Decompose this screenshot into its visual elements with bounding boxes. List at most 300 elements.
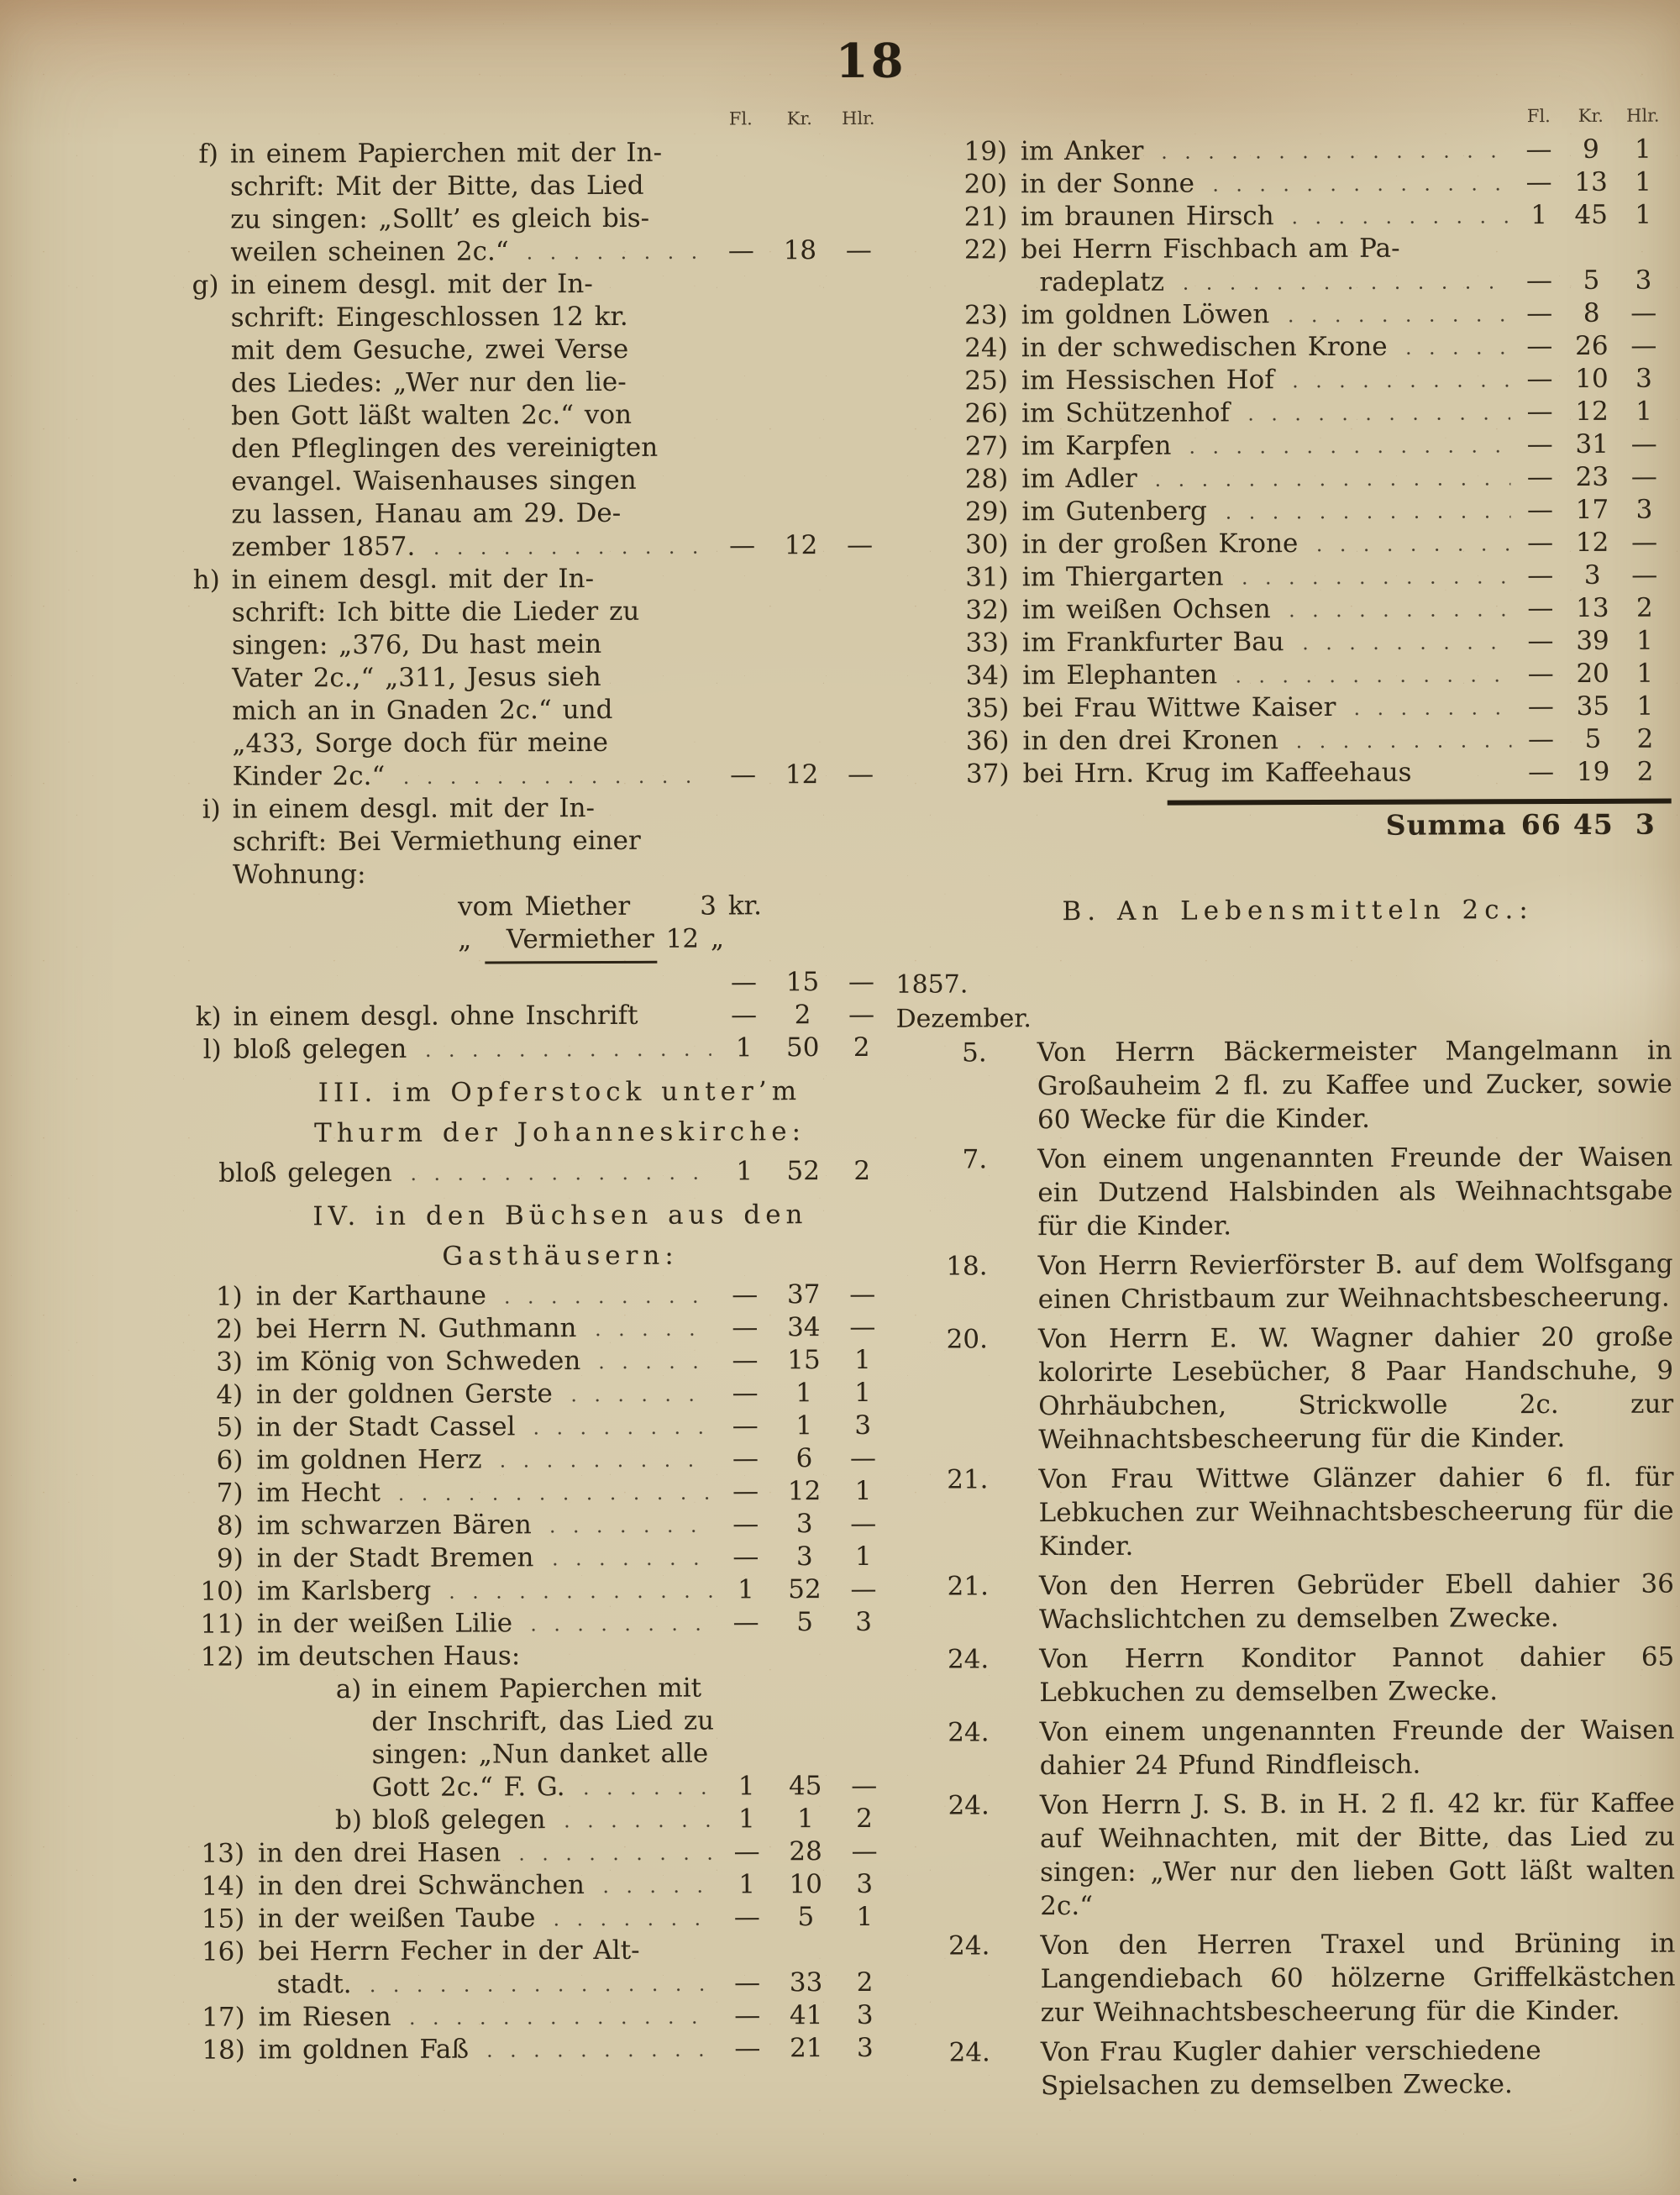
value-fl: — (1526, 396, 1553, 428)
value-kr: 1 (795, 1378, 813, 1409)
dot-leader (535, 1516, 713, 1542)
ledger-row (157, 1311, 892, 1347)
ledger-row (923, 723, 1671, 759)
value-fl: 1 (738, 1869, 756, 1900)
row-marker: 32) (965, 595, 1009, 626)
value-kr: 13 (1576, 592, 1609, 623)
dot-leader (1147, 141, 1509, 168)
row-value-line (233, 759, 890, 794)
row-last-text: im Thiergarten (1021, 561, 1224, 593)
row-last-text: im Elephanten (1022, 659, 1218, 691)
ledger-row (158, 1606, 893, 1641)
ledger-row (923, 625, 1671, 660)
row-marker: g) (192, 270, 219, 301)
row-marker: 5) (216, 1412, 244, 1443)
row-text (1022, 592, 1671, 628)
value-kr: 12 (1575, 396, 1609, 427)
value-fl: — (733, 1836, 760, 1867)
row-text (1021, 199, 1669, 234)
value-kr: 39 (1576, 625, 1609, 656)
row-text (371, 1672, 894, 1804)
ledger-row (923, 559, 1671, 595)
row-marker: 27) (964, 431, 1009, 462)
donation-entry (927, 1567, 1674, 1637)
ledger-row (157, 1377, 892, 1412)
row-body-text: in einem desgl. mit der In- schrift: Eingeschlossen 12 kr. mit dem Gesuche, zwei Verse des Liedes: „Wer nur den lie- ben Gott läßt walten 2c.“ von den Pfleglingen des vereinigten evangel. Waisenhauses singen zu lassen, Hanau am 29. De- (230, 269, 659, 530)
row-text (1021, 297, 1670, 333)
row-text (258, 1868, 894, 1904)
row-value-line (1021, 363, 1670, 398)
row-text (1021, 461, 1670, 496)
donation-entry (927, 1641, 1674, 1710)
row-value-line (1022, 625, 1671, 660)
value-fl: — (1527, 659, 1554, 690)
donation-entry (926, 1247, 1673, 1317)
row-value-line (1021, 494, 1670, 529)
value-hlr: — (1630, 428, 1657, 459)
donation-date: 24. (948, 1790, 990, 1821)
value-hlr: 2 (1635, 592, 1653, 623)
dot-leader (434, 1582, 713, 1608)
section-heading (156, 1195, 891, 1278)
ledger-row (158, 1508, 893, 1543)
value-hlr: 1 (854, 1377, 872, 1408)
ledger-row (155, 791, 891, 1001)
ledger-row (157, 1442, 892, 1478)
row-marker: 30) (965, 529, 1009, 560)
donation-text: Von Herrn Bäckermeister Mangelmann in Großauheim 2 fl. zu Kaffee und Zucker, sowie 60 Wecke für die Kinder. (1037, 1035, 1672, 1136)
row-value-line (257, 1541, 893, 1576)
row-text (257, 1541, 893, 1576)
value-kr: 1 (795, 1410, 813, 1441)
row-value-line (234, 999, 891, 1034)
value-fl: — (732, 1345, 759, 1376)
row-marker: i) (202, 794, 221, 825)
row-last-text: im schwarzen Bären (256, 1510, 532, 1541)
dot-leader (504, 1844, 714, 1870)
value-kr: 34 (787, 1312, 821, 1343)
value-hlr: 1 (1635, 166, 1652, 197)
row-text (1021, 428, 1670, 464)
value-hlr: 3 (1635, 494, 1653, 525)
ledger-row (153, 136, 889, 270)
value-kr: 3 (795, 1509, 813, 1540)
row-last-text: radeplatz (1039, 266, 1165, 298)
donation-date: 18. (946, 1251, 988, 1282)
dot-leader (1221, 665, 1511, 691)
row-last-text: im König von Schweden (255, 1346, 581, 1378)
date-intro (895, 965, 1672, 1037)
row-last-text: weilen scheinen 2c.“ (230, 236, 509, 268)
value-hlr: — (848, 966, 874, 997)
row-text (257, 1573, 893, 1609)
row-last-text: Kinder 2c.“ (232, 760, 386, 792)
value-fl: — (1528, 757, 1555, 788)
value-hlr: 2 (853, 1155, 871, 1186)
row-last-text: im goldnen Löwen (1021, 299, 1270, 331)
value-hlr: 3 (856, 1999, 874, 2030)
row-last-text: Gott 2c.“ F. G. (371, 1772, 565, 1803)
value-hlr: 3 (855, 1606, 873, 1637)
dot-leader (518, 1418, 712, 1444)
row-text (256, 1475, 892, 1510)
row-last-text: bei Hrn. Krug im Kaffeehaus (1022, 757, 1412, 790)
row-text (256, 1377, 892, 1412)
dot-leader (580, 1320, 711, 1346)
section-heading-line: Thurm der Johanneskirche: (314, 1116, 806, 1149)
value-kr: 31 (1575, 428, 1609, 459)
donation-date: 7. (962, 1144, 988, 1175)
row-marker: 21) (963, 202, 1008, 233)
summa-rule (1168, 799, 1672, 806)
ledger-row (923, 527, 1671, 562)
row-text (258, 1901, 894, 1936)
ledger-row (160, 2032, 895, 2067)
row-body-text: in einem Papierchen mit der In- schrift: Mit der Bitte, das Lied zu singen: „Sollt’ es gleich bis- (229, 137, 663, 235)
row-last-text: in der Karthaune (255, 1280, 487, 1312)
donation-text: Von Herrn J. S. B. in H. 2 fl. 42 kr. für Kaffee auf Weihnachten, mit der Bitte, das Lied zu singen: „Wer nur den lieben Gott läßt walten 2c.“ (1039, 1788, 1676, 1922)
value-hlr: — (1630, 297, 1657, 328)
row-text (372, 1803, 894, 1837)
column-label-fl: Fl. (1526, 106, 1551, 127)
value-kr: 10 (789, 1869, 822, 1900)
ledger-row (156, 1155, 891, 1190)
dot-leader (568, 1778, 713, 1804)
value-kr: 52 (786, 1156, 820, 1187)
row-value-line (258, 1868, 894, 1904)
value-kr: 13 (1574, 166, 1608, 197)
value-kr: 23 (1575, 461, 1609, 492)
dot-leader (1278, 370, 1510, 396)
value-kr: 9 (1583, 134, 1599, 165)
row-text (1021, 166, 1669, 202)
row-text (1022, 559, 1671, 595)
value-fl: — (1527, 528, 1554, 559)
ledger-row (922, 494, 1670, 529)
value-kr: 37 (786, 1279, 821, 1310)
row-marker: 4) (216, 1379, 244, 1410)
row-last-text: im goldnen Faß (258, 2034, 470, 2066)
value-fl: — (731, 1000, 758, 1031)
ledger-row (156, 1032, 891, 1067)
dot-leader (384, 1483, 713, 1510)
row-marker (156, 1158, 218, 1190)
row-value-line (257, 1573, 893, 1609)
value-fl: 1 (738, 1771, 755, 1802)
row-value-line (1022, 723, 1671, 759)
row-body-text: bei Herrn Fecher in der Alt- (258, 1935, 640, 1967)
dot-leader (395, 2008, 715, 2034)
value-fl: — (1526, 298, 1553, 329)
money-columns-header-right (921, 105, 1669, 129)
ledger-row (159, 1868, 894, 1904)
row-last-text: im goldnen Herz (256, 1444, 482, 1476)
row-marker: 31) (965, 562, 1009, 593)
row-marker: 34) (965, 660, 1010, 691)
row-last-text: im Karlsberg (256, 1575, 432, 1607)
row-last-text: im Hessischen Hof (1021, 365, 1274, 396)
dot-leader (512, 243, 709, 269)
dot-leader (584, 1352, 712, 1378)
value-kr: 15 (785, 967, 820, 998)
value-hlr: — (848, 999, 875, 1030)
value-kr: 5 (797, 1902, 815, 1933)
row-subline: vom Miether 3 kr. (458, 890, 762, 922)
row-text (1022, 658, 1671, 693)
row-value-line (1021, 166, 1669, 202)
row-last-text: in den drei Hasen (257, 1837, 501, 1869)
donation-date: 24. (948, 1717, 990, 1748)
row-marker: 33) (965, 628, 1010, 659)
row-last-text: in der Stadt Cassel (256, 1411, 516, 1443)
ledger-row (921, 134, 1669, 169)
dot-leader (1210, 501, 1511, 528)
donation-date: 5. (962, 1037, 987, 1069)
row-text (256, 1410, 892, 1445)
section-heading-line: III. im Opferstock unter’m (318, 1076, 802, 1109)
row-text (258, 1934, 894, 2002)
row-value-line (256, 1344, 892, 1379)
row-text (1021, 232, 1669, 300)
row-marker: 20) (963, 169, 1008, 200)
value-hlr: — (1631, 527, 1658, 558)
row-value-line (232, 529, 890, 565)
dot-leader (516, 1615, 713, 1641)
donation-entry (928, 2034, 1676, 2103)
donation-text: Von Frau Kugler dahier verschiedene Spielsachen zu demselben Zwecke. (1040, 2035, 1541, 2102)
row-value-line (256, 1410, 892, 1445)
dot-leader (485, 1451, 712, 1477)
row-marker: 26) (964, 398, 1009, 429)
dot-leader (549, 1811, 714, 1837)
ledger-row (158, 1541, 893, 1576)
value-hlr: 3 (1635, 265, 1652, 296)
donation-date: 24. (947, 1644, 990, 1675)
row-last-text: zember 1857. (231, 531, 416, 563)
row-value-line (1021, 461, 1670, 496)
year-label: 1857. (895, 969, 969, 1000)
ledger-row (155, 562, 890, 794)
row-text (257, 1606, 893, 1641)
value-fl: — (1525, 134, 1552, 165)
ledger-row (923, 592, 1671, 628)
donation-entry (925, 1141, 1672, 1244)
row-marker: 14) (201, 1871, 245, 1902)
value-hlr: 1 (854, 1541, 872, 1572)
value-kr: 5 (796, 1607, 814, 1638)
row-value-line (258, 1901, 894, 1936)
value-kr: 8 (1583, 297, 1600, 328)
donation-entry (925, 1034, 1672, 1137)
donation-entry (926, 1321, 1674, 1457)
row-value-line (256, 1311, 892, 1347)
donation-entry (927, 1787, 1676, 1924)
row-marker: 22) (963, 234, 1008, 265)
row-last-text: in der Sonne (1021, 168, 1194, 200)
row-marker: 35) (965, 693, 1010, 724)
row-subline: „ Vermiether 12 „ (458, 923, 725, 955)
row-text (230, 136, 889, 270)
row-body-text: in einem desgl. mit der In- schrift: Ich bitte die Lieder zu singen: „376, Du hast mein Vater 2c.,“ „311, Jesus sieh mich an in Gnaden 2c.“ und „433, Sorge doch für meine (231, 564, 640, 759)
row-last-text: in der goldnen Gerste (256, 1378, 553, 1410)
value-kr: 6 (795, 1443, 813, 1474)
row-body-text: in einem Papierchen mit der Inschrift, das Lied zu singen: „Nun danket alle (371, 1673, 715, 1770)
row-marker: 13) (201, 1838, 245, 1869)
value-kr: 50 (785, 1032, 820, 1063)
value-fl: — (730, 967, 757, 998)
row-text (230, 267, 889, 565)
row-marker: 36) (965, 726, 1010, 757)
row-value-line (257, 1606, 893, 1641)
row-marker: 8) (216, 1510, 244, 1541)
row-last-text: im Anker (1020, 135, 1144, 167)
value-fl: — (732, 1607, 759, 1638)
summa-value-fl: 66 (1520, 808, 1562, 842)
value-hlr: 1 (854, 1344, 871, 1375)
value-hlr: 1 (1636, 691, 1654, 722)
row-text (1021, 330, 1670, 365)
row-marker: 9) (216, 1543, 244, 1574)
row-text (1022, 625, 1671, 660)
row-value-line (1022, 691, 1671, 726)
value-fl: — (1525, 167, 1552, 198)
dot-leader (642, 1007, 711, 1032)
row-value-line (230, 234, 888, 270)
row-marker: 19) (963, 136, 1008, 167)
value-kr: 12 (784, 530, 818, 561)
ledger-row (922, 363, 1670, 398)
value-fl: — (1525, 265, 1553, 297)
row-marker: 3) (216, 1347, 244, 1378)
ledger-row (157, 1410, 892, 1445)
value-hlr: 2 (855, 1803, 873, 1834)
ledger-row (923, 691, 1671, 726)
row-value-line (218, 1155, 891, 1190)
value-fl: — (1526, 429, 1553, 460)
row-marker: 11) (200, 1609, 244, 1640)
row-value-line (1022, 658, 1671, 693)
value-hlr: — (850, 1508, 877, 1539)
row-text (232, 562, 890, 794)
value-hlr: 1 (1636, 658, 1654, 689)
value-fl: — (733, 1902, 760, 1933)
row-marker: 10) (200, 1576, 244, 1607)
row-marker: 1) (215, 1281, 243, 1312)
donation-text: Von Herrn Konditor Pannot dahier 65 Lebkuchen zu demselben Zwecke. (1039, 1641, 1675, 1709)
dot-leader (396, 1163, 712, 1189)
row-last-text: in der weißen Lilie (257, 1608, 513, 1640)
ledger-row (923, 658, 1671, 693)
value-fl: — (732, 1378, 759, 1409)
dot-leader (1141, 469, 1511, 496)
row-marker: 25) (964, 365, 1008, 396)
row-last-text: im deutschen Haus: (257, 1641, 521, 1673)
donation-text: Von den Herren Gebrüder Ebell dahier 36 Wachslichtchen zu demselben Zwecke. (1038, 1568, 1675, 1636)
dot-leader (1282, 731, 1512, 757)
row-value-line (256, 1475, 892, 1510)
row-text (257, 1508, 893, 1543)
value-hlr: — (849, 1279, 876, 1310)
row-text (1021, 396, 1670, 431)
row-text (1023, 756, 1672, 791)
column-label-fl: Fl. (728, 108, 753, 129)
value-fl: — (732, 1279, 759, 1310)
donation-date: 21. (947, 1464, 989, 1495)
month-label: Dezember. (895, 1004, 1032, 1034)
row-marker: l) (202, 1034, 222, 1065)
donation-date: 21. (947, 1571, 990, 1602)
row-text (256, 1279, 892, 1314)
row-last-text: in der großen Krone (1021, 528, 1299, 560)
row-last-text: in einem desgl. ohne Inschrift (233, 1000, 638, 1032)
value-fl: — (1527, 724, 1554, 755)
value-kr: 26 (1574, 330, 1609, 361)
dot-leader (556, 1385, 712, 1411)
page-number: 18 (835, 33, 906, 90)
value-kr: 41 (789, 2000, 823, 2031)
row-value-line (259, 1967, 895, 2002)
value-kr: 5 (1583, 265, 1600, 296)
ledger-row (158, 1672, 894, 1805)
value-hlr: 2 (1636, 723, 1654, 754)
row-last-text: bei Herrn N. Guthmann (255, 1313, 577, 1345)
row-marker: 16) (201, 1936, 245, 1967)
ledger-row (159, 1901, 894, 1936)
dot-leader (355, 1975, 715, 2001)
row-text (1022, 723, 1671, 759)
row-value-line (234, 1032, 891, 1067)
ledger-row (922, 396, 1670, 431)
row-last-text: im braunen Hirsch (1021, 201, 1274, 233)
value-hlr: 3 (856, 2032, 874, 2063)
right-column (895, 105, 1676, 2109)
value-hlr: — (1631, 559, 1658, 591)
dot-leader (1339, 698, 1511, 724)
value-fl: — (1527, 626, 1554, 657)
dot-leader (588, 1877, 714, 1903)
row-last-text: im Karpfen (1021, 430, 1172, 462)
dot-leader (388, 767, 710, 793)
row-value-line (257, 1508, 893, 1543)
row-body-text: in einem desgl. mit der In- schrift: Bei Vermiethung einer Wohnung: (232, 793, 641, 890)
row-last-text: in der weißen Taube (258, 1903, 536, 1935)
row-text (256, 1344, 892, 1379)
value-hlr: — (1630, 461, 1657, 492)
summa-label: Summa (1385, 808, 1507, 842)
row-value-line (1021, 134, 1669, 169)
value-hlr: — (845, 234, 872, 265)
row-last-text: im Frankfurter Bau (1021, 627, 1284, 659)
row-value-line (256, 1442, 892, 1478)
dot-leader (538, 1909, 714, 1935)
column-label-kr: Kr. (1578, 105, 1604, 126)
donation-entry (927, 1714, 1674, 1783)
column-label-hlr: Hlr. (1626, 105, 1660, 126)
section-heading (156, 1071, 891, 1154)
dot-leader (1174, 436, 1510, 462)
donation-date: 20. (946, 1324, 988, 1355)
row-value-line (1021, 199, 1669, 234)
left-entries (153, 136, 895, 2067)
row-text (259, 1999, 895, 2035)
value-fl: — (732, 1476, 759, 1507)
row-marker: 28) (964, 464, 1009, 495)
ledger-row (922, 461, 1670, 496)
dot-leader (1273, 305, 1509, 331)
dot-leader (1198, 174, 1509, 200)
row-value-line (1021, 396, 1670, 431)
value-kr: 17 (1575, 494, 1609, 525)
